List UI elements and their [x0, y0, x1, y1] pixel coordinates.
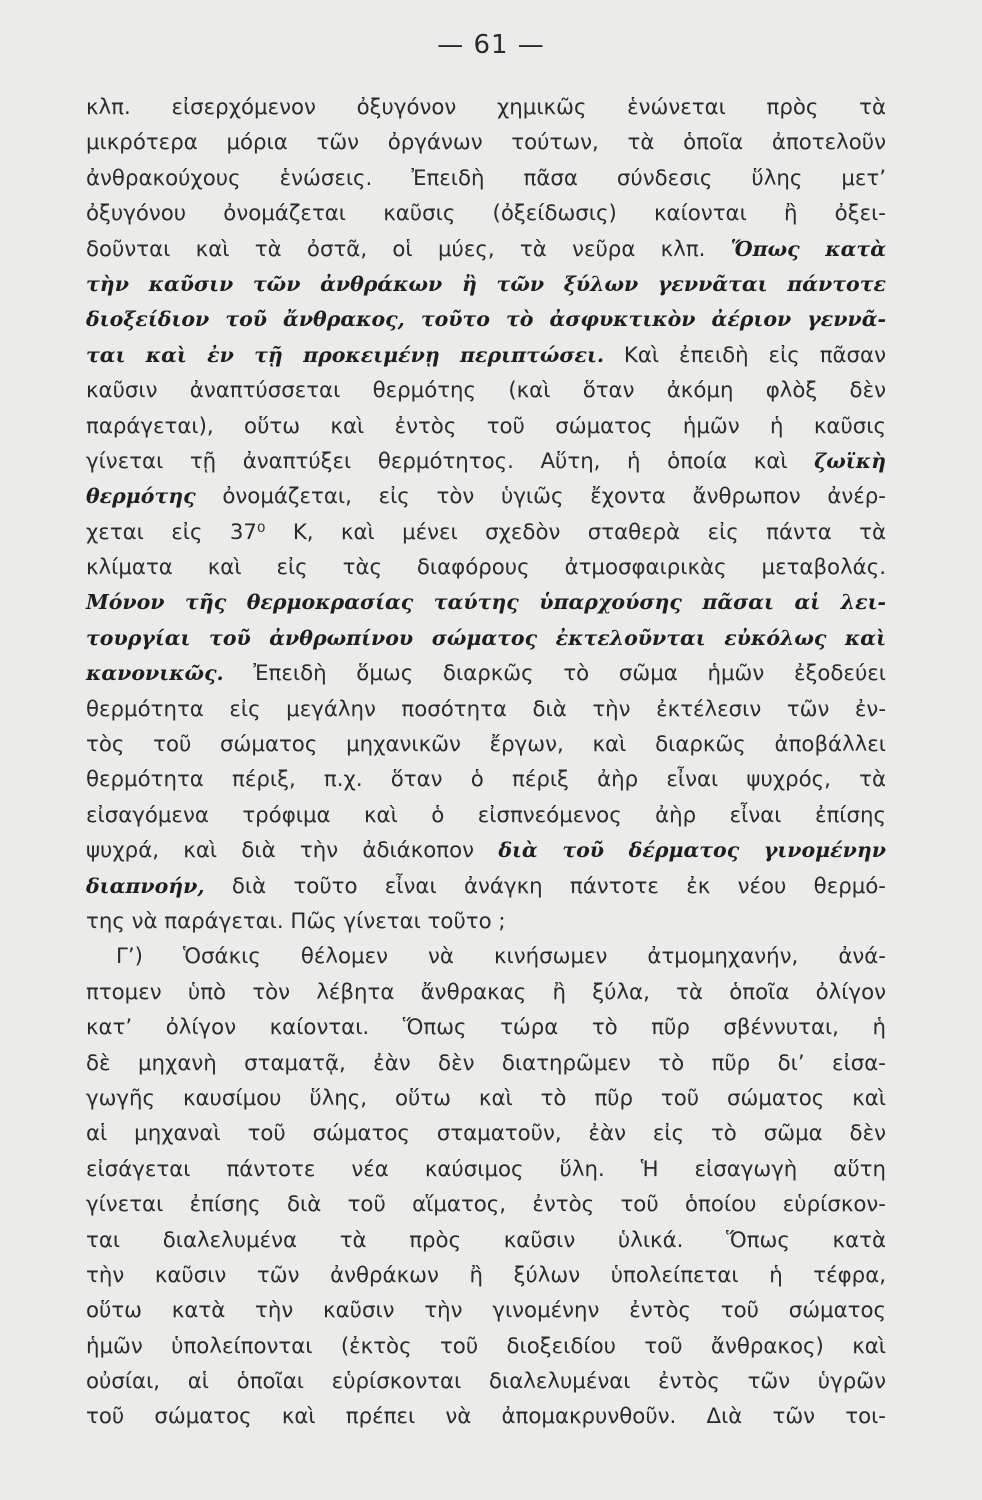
text-segment: τὴν καῦσιν τῶν ἀνθράκων ἢ ξύλων ὑπολείπεται ἡ τέφρα,: [86, 1262, 886, 1288]
text-segment: τοῦ σώματος καὶ πρέπει νὰ ἀπομακρυνθοῦν. Διὰ τῶν τοι-: [86, 1404, 886, 1430]
text-line: [86, 975, 886, 1010]
text-line: [86, 621, 886, 656]
text-segment: ὀνομάζεται, εἰς τὸν ὑγιῶς ἔχοντα ἄνθρωπον ἀνέρ-: [195, 484, 886, 510]
text-segment: εἰσάγεται πάντοτε νέα καύσιμος ὕλη. Ἡ εἰσαγωγὴ αὕτη: [86, 1156, 886, 1182]
text-segment: Ἐπειδὴ ὅμως διαρκῶς τὸ σῶμα ἡμῶν ἐξοδεύει: [223, 661, 886, 687]
text-segment: Γ’) Ὁσάκις θέλομεν νὰ κινήσωμεν ἀτμομηχανήν, ἀνά-: [116, 944, 886, 970]
text-segment: Καὶ ἐπειδὴ εἰς πᾶσαν: [604, 342, 886, 368]
text-line: [86, 585, 886, 620]
text-segment: ἡμῶν ὑπολείπονται (ἐκτὸς τοῦ διοξειδίου τοῦ ἄνθρακος) καὶ: [86, 1333, 886, 1359]
text-line: [86, 161, 886, 196]
text-segment: γίνεται ἐπίσης διὰ τοῦ αἵματος, ἐντὸς τοῦ ὁποίου εὑρίσκον-: [86, 1192, 886, 1218]
text-line: [86, 1010, 886, 1045]
text-line: [86, 798, 886, 833]
text-line: [86, 338, 886, 373]
text-segment: θερμότητα πέριξ, π.χ. ὅταν ὁ πέριξ ἀὴρ εἶναι ψυχρός, τὰ: [86, 767, 886, 793]
text-line: [86, 762, 886, 797]
text-segment: τὸς τοῦ σώματος μηχανικῶν ἔργων, καὶ διαρκῶς ἀποβάλλει: [86, 732, 886, 758]
text-line: [86, 302, 886, 337]
text-line: [86, 904, 886, 939]
emphasized-text: Ὅπως κατὰ: [730, 236, 887, 261]
text-line: [86, 1399, 886, 1434]
text-line: [86, 1223, 886, 1258]
text-segment: οὕτω κατὰ τὴν καῦσιν τὴν γινομένην ἐντὸς τοῦ σώματος: [86, 1298, 886, 1324]
text-line: [86, 409, 886, 444]
text-segment: αἱ μηχαναὶ τοῦ σώματος σταματοῦν, ἐὰν εἰς τὸ σῶμα δὲν: [86, 1121, 886, 1147]
text-line: [86, 550, 886, 585]
text-line: [86, 692, 886, 727]
body-text: [86, 90, 886, 1435]
text-segment: δὲ μηχανὴ σταματᾷ, ἐὰν δὲν διατηρῶμεν τὸ πῦρ δι’ εἰσα-: [86, 1050, 886, 1076]
text-line: [86, 1329, 886, 1364]
page-number: — 61 —: [437, 30, 545, 60]
emphasized-text: Μόνον τῆς θερμοκρασίας ταύτης ὑπαρχούσης πᾶσαι αἱ λει-: [86, 590, 886, 615]
text-line: [86, 515, 886, 550]
text-segment: κατ’ ὀλίγον καίονται. Ὅπως τώρα τὸ πῦρ σβέννυται, ἡ: [86, 1015, 886, 1041]
text-line: [86, 1152, 886, 1187]
text-line: [86, 232, 886, 267]
text-segment: πτομεν ὑπὸ τὸν λέβητα ἄνθρακας ἢ ξύλα, τὰ ὁποῖα ὀλίγον: [86, 979, 886, 1005]
text-segment: διὰ τοῦτο εἶναι ἀνάγκη πάντοτε ἐκ νέου θερμό-: [204, 873, 886, 899]
text-line: [86, 869, 886, 904]
text-line: [86, 939, 886, 974]
text-line: [86, 656, 886, 691]
text-segment: κλίματα καὶ εἰς τὰς διαφόρους ἀτμοσφαιρικὰς μεταβολάς.: [86, 555, 886, 581]
text-line: [86, 1187, 886, 1222]
text-segment: μικρότερα μόρια τῶν ὀργάνων τούτων, τὰ ὁποῖα ἀποτελοῦν: [86, 130, 886, 156]
emphasized-text: ται καὶ ἐν τῇ προκειμένῃ περιπτώσει.: [86, 342, 604, 367]
text-line: [86, 727, 886, 762]
text-segment: γίνεται τῇ ἀναπτύξει θερμότητος. Αὕτη, ἡ ὁποία καὶ: [86, 448, 815, 474]
text-segment: ται διαλελυμένα τὰ πρὸς καῦσιν ὑλικά. Ὅπως κατὰ: [86, 1227, 886, 1253]
text-line: [86, 444, 886, 479]
text-line: [86, 1081, 886, 1116]
text-line: [86, 373, 886, 408]
emphasized-text: διαπνοήν,: [86, 873, 205, 898]
text-line: [86, 90, 886, 125]
text-segment: εἰσαγόμενα τρόφιμα καὶ ὁ εἰσπνεόμενος ἀὴρ εἶναι ἐπίσης: [86, 802, 886, 828]
emphasized-text: τὴν καῦσιν τῶν ἀνθράκων ἢ τῶν ξύλων γεννᾶται πάντοτε: [86, 271, 886, 296]
text-segment: παράγεται), οὕτω καὶ ἐντὸς τοῦ σώματος ἡμῶν ἡ καῦσις: [86, 413, 886, 439]
text-line: [86, 125, 886, 160]
emphasized-text: διὰ τοῦ δέρματος γινομένην: [498, 838, 886, 863]
text-segment: ὀξυγόνου ὀνομάζεται καῦσις (ὀξείδωσις) καίονται ἢ ὀξει-: [86, 201, 886, 227]
text-line: [86, 1258, 886, 1293]
emphasized-text: διοξείδιον τοῦ ἄνθρακος, τοῦτο τὸ ἀσφυκτικὸν ἀέριον γεννᾶ-: [86, 307, 886, 332]
emphasized-text: ζωϊκὴ: [814, 448, 886, 473]
text-line: [86, 479, 886, 514]
text-segment: οὐσίαι, αἱ ὁποῖαι εὑρίσκονται διαλελυμέναι ἐντὸς τῶν ὑγρῶν: [86, 1369, 886, 1395]
text-line: [86, 196, 886, 231]
text-segment: καῦσιν ἀναπτύσσεται θερμότης (καὶ ὅταν ἀκόμη φλὸξ δὲν: [86, 378, 886, 404]
text-line: [86, 833, 886, 868]
text-segment: της νὰ παράγεται. Πῶς γίνεται τοῦτο ;: [86, 908, 506, 934]
text-line: [86, 1293, 886, 1328]
text-segment: γωγῆς καυσίμου ὕλης, οὕτω καὶ τὸ πῦρ τοῦ σώματος καὶ: [86, 1085, 886, 1111]
emphasized-text: θερμότης: [86, 484, 196, 509]
text-line: [86, 1364, 886, 1399]
text-segment: ψυχρά, καὶ διὰ τὴν ἀδιάκοπον: [86, 838, 499, 864]
text-segment: χεται εἰς 37⁰ Κ, καὶ μένει σχεδὸν σταθερὰ εἰς πάντα τὰ: [86, 519, 886, 545]
text-line: [86, 267, 886, 302]
text-segment: θερμότητα εἰς μεγάλην ποσότητα διὰ τὴν ἐκτέλεσιν τῶν ἐν-: [86, 696, 886, 722]
text-segment: ἀνθρακούχους ἑνώσεις. Ἐπειδὴ πᾶσα σύνδεσις ὕλης μετ’: [86, 165, 886, 191]
emphasized-text: τουργίαι τοῦ ἀνθρωπίνου σώματος ἐκτελοῦνται εὐκόλως καὶ: [86, 625, 886, 650]
text-line: [86, 1046, 886, 1081]
text-line: [86, 1116, 886, 1151]
emphasized-text: κανονικῶς.: [86, 661, 224, 686]
text-segment: κλπ. εἰσερχόμενον ὀξυγόνον χημικῶς ἑνώνεται πρὸς τὰ: [86, 95, 886, 120]
text-segment: δοῦνται καὶ τὰ ὀστᾶ, οἱ μύες, τὰ νεῦρα κλπ.: [86, 236, 731, 262]
